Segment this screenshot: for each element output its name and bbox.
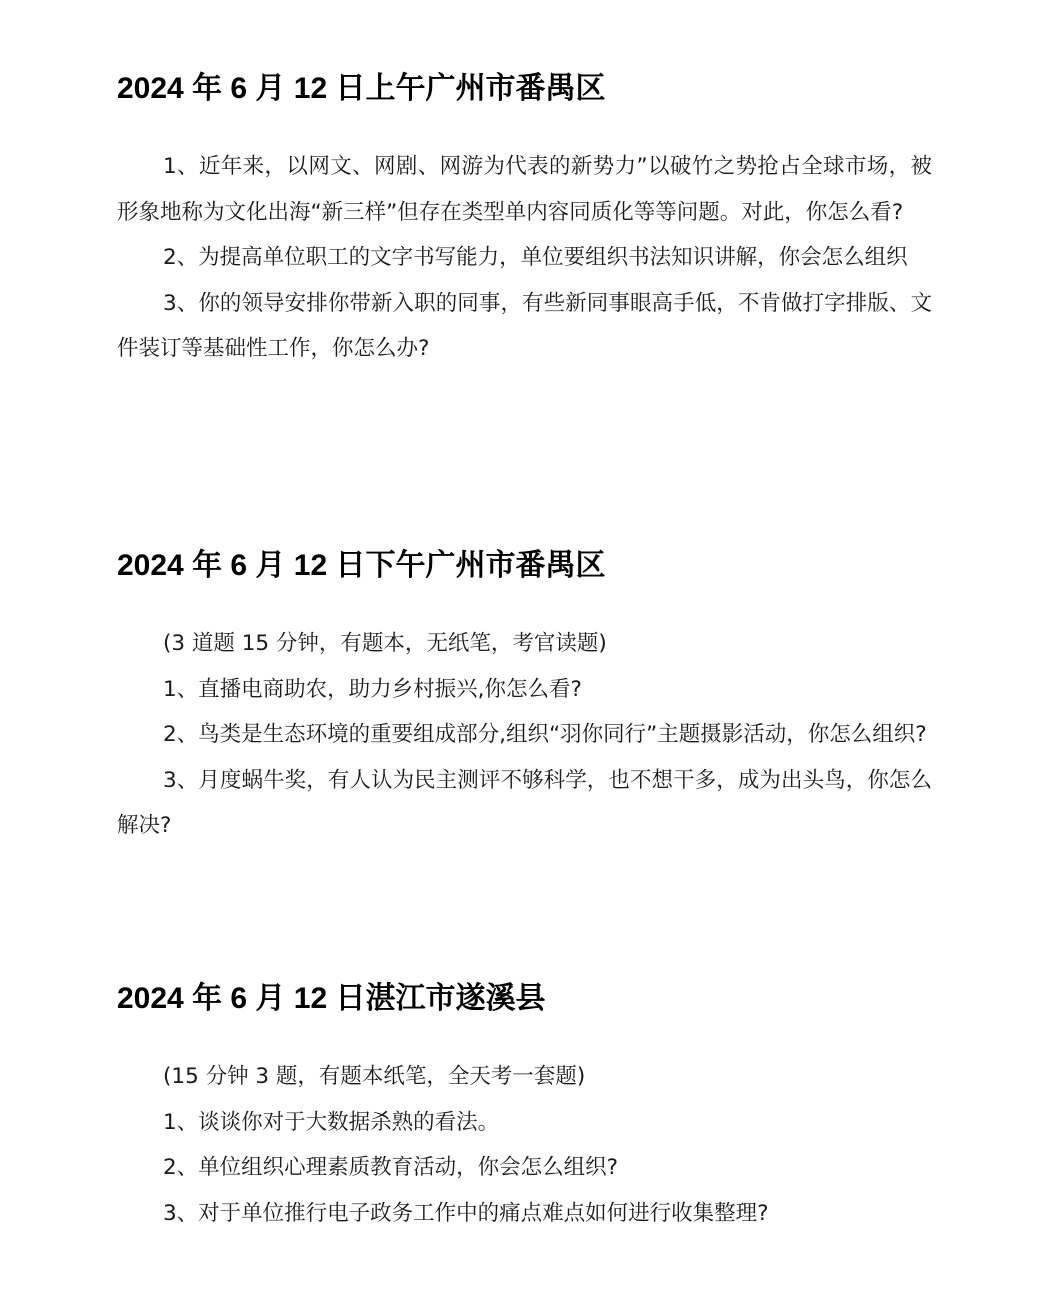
question-item: 1、近年来，以网文、网剧、网游为代表的新势力”以破竹之势抢占全球市场，被形象地称为文化出海“新三样”但存在类型单内容同质化等等问题。对此，你怎么看? [117,154,932,225]
section-heading: 2024 年 6 月 12 日湛江市遂溪县 [117,982,546,1015]
section-panyu-afternoon [117,546,932,849]
question-item: 2、为提高单位职工的文字书写能力，单位要组织书法知识讲解，你会怎么组织 [163,245,908,270]
question-item: 2、鸟类是生态环境的重要组成部分,组织“羽你同行”主题摄影活动，你怎么组织? [163,722,927,747]
question-item: 2、单位组织心理素质教育活动，你会怎么组织? [163,1155,619,1180]
section-zhanjiang-suixi [117,979,932,1236]
exam-note: (3 道题 15 分钟，有题本，无纸笔，考官读题) [163,631,607,656]
question-item: 1、谈谈你对于大数据杀熟的看法。 [163,1109,500,1135]
question-item: 3、月度蜗牛奖，有人认为民主测评不够科学，也不想干多，成为出头鸟，你怎么解决? [117,767,932,838]
question-item: 1、直播电商助农，助力乡村振兴,你怎么看? [163,676,582,702]
section-heading: 2024 年 6 月 12 日上午广州市番禺区 [117,72,606,105]
section-heading: 2024 年 6 月 12 日下午广州市番禺区 [117,549,606,582]
question-item: 3、对于单位推行电子政务工作中的痛点难点如何进行收集整理? [163,1200,769,1226]
question-item: 3、你的领导安排你带新入职的同事，有些新同事眼高手低，不肯做打字排版、文件装订等基础性工作，你怎么办? [117,290,932,361]
section-panyu-morning [117,69,932,372]
exam-note: (15 分钟 3 题，有题本纸笔，全天考一套题) [163,1064,586,1089]
